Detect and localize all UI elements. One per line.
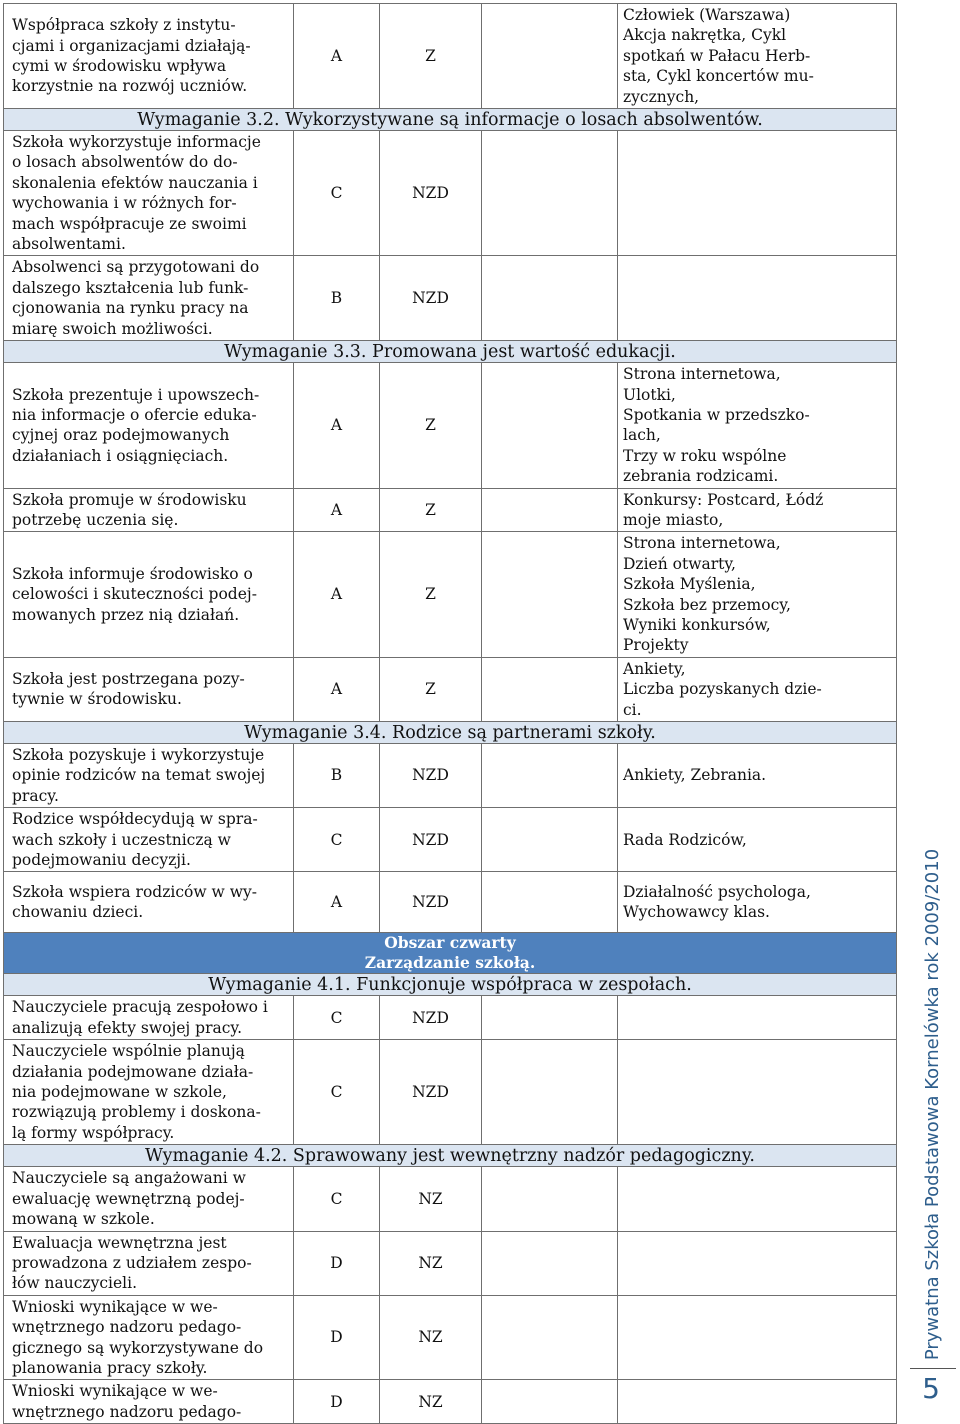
requirement-row	[4, 722, 897, 744]
criterion-description-text: Nauczyciele wspólnie planują działania podejmowane działa- nia podejmowane w szkole, rozwiązują problemy i doskona- lą formy współpracy.	[12, 1042, 261, 1142]
criterion-status-text: Z	[425, 500, 436, 519]
area-header	[4, 933, 897, 974]
criterion-evidence	[618, 1167, 897, 1231]
criterion-level-text: D	[330, 1328, 343, 1347]
criterion-evidence-text: Ankiety, Zebrania.	[623, 766, 767, 785]
criterion-level-text: A	[330, 680, 343, 699]
criterion-evidence-text: Strona internetowa, Ulotki, Spotkania w przedszko- lach, Trzy w roku wspólne zebrania rodzicami.	[623, 365, 810, 486]
blank-cell	[482, 1167, 618, 1231]
area-title: Obszar czwarty	[384, 933, 516, 953]
requirement-row	[4, 974, 897, 996]
criterion-level-text: C	[330, 1008, 343, 1027]
requirement-heading: Wymaganie 3.4. Rodzice są partnerami szkoły.	[4, 722, 897, 744]
criterion-description-text: Wnioski wynikające w we- wnętrznego nadzoru pedago-	[12, 1382, 242, 1421]
criterion-description	[4, 657, 294, 721]
criterion-level	[294, 1231, 380, 1295]
requirement-row	[4, 341, 897, 363]
blank-cell	[482, 4, 618, 109]
criterion-description	[4, 1231, 294, 1295]
criterion-status	[380, 1380, 482, 1424]
blank-cell	[482, 996, 618, 1040]
criterion-level-text: C	[330, 1189, 343, 1208]
criterion-description	[4, 1040, 294, 1145]
criterion-status	[380, 1040, 482, 1145]
criterion-status	[380, 363, 482, 488]
criterion-description-text: Rodzice współdecydują w spra- wach szkoły i uczestniczą w podejmowaniu decyzji.	[12, 810, 258, 870]
criterion-status-text: NZ	[418, 1253, 443, 1272]
criterion-level	[294, 808, 380, 872]
criterion-status	[380, 4, 482, 109]
blank-cell	[482, 744, 618, 808]
criterion-level-text: C	[330, 830, 343, 849]
area-header-row	[4, 933, 897, 974]
criterion-status	[380, 744, 482, 808]
criterion-status-text: NZD	[412, 289, 449, 308]
criterion-status	[380, 488, 482, 532]
blank-cell	[482, 872, 618, 933]
criterion-level-text: C	[330, 1083, 343, 1102]
table-body	[4, 4, 897, 1424]
requirement-row	[4, 109, 897, 131]
criterion-status-text: Z	[425, 416, 436, 435]
criterion-row	[4, 808, 897, 872]
criterion-level	[294, 1040, 380, 1145]
school-name-vertical	[915, 845, 951, 1363]
criterion-row	[4, 256, 897, 341]
criterion-description	[4, 131, 294, 256]
criterion-status	[380, 996, 482, 1040]
criterion-level	[294, 657, 380, 721]
criterion-description-text: Szkoła wspiera rodziców w wy- chowaniu dzieci.	[12, 883, 258, 922]
criterion-status-text: NZ	[418, 1328, 443, 1347]
criterion-level	[294, 1380, 380, 1424]
criterion-level	[294, 532, 380, 657]
criterion-evidence	[618, 1040, 897, 1145]
criterion-evidence	[618, 363, 897, 488]
criterion-status-text: NZD	[412, 893, 449, 912]
criterion-evidence	[618, 1380, 897, 1424]
criterion-status	[380, 1231, 482, 1295]
criterion-status-text: NZD	[412, 830, 449, 849]
criterion-row	[4, 532, 897, 657]
requirement-heading: Wymaganie 4.2. Sprawowany jest wewnętrzny nadzór pedagogiczny.	[4, 1145, 897, 1167]
criterion-description	[4, 532, 294, 657]
criterion-evidence-text: Działalność psychologa, Wychowawcy klas.	[623, 883, 811, 922]
requirement-heading: Wymaganie 3.2. Wykorzystywane są informacje o losach absolwentów.	[4, 109, 897, 131]
criterion-description-text: Szkoła prezentuje i upowszech- nia informacje o ofercie eduka- cyjnej oraz podejmowanych działaniach i osiągnięciach.	[12, 385, 260, 465]
page-number: 5	[922, 1372, 940, 1405]
criterion-description-text: Współpraca szkoły z instytu- cjami i organizacjami działają- cymi w środowisku wpływa korzystnie na rozwój uczniów.	[12, 16, 251, 96]
blank-cell	[482, 657, 618, 721]
criterion-row	[4, 1295, 897, 1380]
criterion-description	[4, 996, 294, 1040]
footer-divider	[910, 1368, 956, 1369]
criterion-level	[294, 872, 380, 933]
criterion-evidence	[618, 131, 897, 256]
criterion-row	[4, 363, 897, 488]
criterion-evidence	[618, 996, 897, 1040]
school-name-text: Prywatna Szkoła Podstawowa Kornelówka rok 2009/2010	[922, 848, 944, 1360]
criterion-evidence	[618, 872, 897, 933]
criterion-description-text: Szkoła informuje środowisko o celowości i skuteczności podej- mowanych przez nią działań.	[12, 564, 257, 624]
criterion-row	[4, 1231, 897, 1295]
criterion-status	[380, 1295, 482, 1380]
criterion-status-text: NZD	[412, 1008, 449, 1027]
criterion-description	[4, 256, 294, 341]
criterion-status-text: Z	[425, 680, 436, 699]
blank-cell	[482, 131, 618, 256]
criterion-status-text: NZ	[418, 1392, 443, 1411]
blank-cell	[482, 488, 618, 532]
criterion-evidence-text: Ankiety, Liczba pozyskanych dzie- ci.	[623, 659, 822, 719]
criterion-row	[4, 744, 897, 808]
criterion-evidence-text: Rada Rodziców,	[623, 830, 747, 849]
blank-cell	[482, 1380, 618, 1424]
criterion-description-text: Nauczyciele są angażowani w ewaluację wewnętrzną podej- mowaną w szkole.	[12, 1169, 246, 1229]
criterion-evidence	[618, 744, 897, 808]
criterion-description	[4, 488, 294, 532]
criterion-evidence	[618, 1295, 897, 1380]
requirement-row	[4, 1145, 897, 1167]
criterion-description	[4, 1380, 294, 1424]
criterion-row	[4, 1380, 897, 1424]
criterion-level-text: D	[330, 1253, 343, 1272]
criterion-evidence-text: Strona internetowa, Dzień otwarty, Szkoła Myślenia, Szkoła bez przemocy, Wyniki konkursów, Projekty	[623, 534, 791, 655]
criterion-row	[4, 996, 897, 1040]
criterion-description	[4, 363, 294, 488]
criterion-description	[4, 4, 294, 109]
criterion-description-text: Szkoła wykorzystuje informacje o losach absolwentów do do- skonalenia efektów nauczania i wychowania i w różnych for- mach współpracuje ze swoimi absolwentami.	[12, 133, 261, 254]
criterion-evidence-text: Konkursy: Postcard, Łódź moje miasto,	[623, 490, 824, 529]
criterion-description-text: Ewaluacja wewnętrzna jest prowadzona z udziałem zespo- łów nauczycieli.	[12, 1233, 252, 1293]
criterion-level-text: A	[330, 500, 343, 519]
criterion-level-text: A	[330, 893, 343, 912]
criterion-level-text: B	[330, 766, 343, 785]
criterion-status-text: NZD	[412, 184, 449, 203]
criterion-row	[4, 488, 897, 532]
blank-cell	[482, 1231, 618, 1295]
criterion-level	[294, 131, 380, 256]
criterion-level-text: A	[330, 585, 343, 604]
criterion-row	[4, 1040, 897, 1145]
blank-cell	[482, 256, 618, 341]
criterion-level-text: B	[330, 289, 343, 308]
criterion-status	[380, 131, 482, 256]
area-subtitle: Zarządzanie szkołą.	[364, 953, 536, 973]
criterion-status	[380, 532, 482, 657]
criterion-status	[380, 256, 482, 341]
criterion-level	[294, 744, 380, 808]
criterion-status	[380, 657, 482, 721]
criterion-level-text: A	[330, 46, 343, 65]
criterion-evidence	[618, 256, 897, 341]
criterion-description	[4, 1167, 294, 1231]
criterion-description-text: Absolwenci są przygotowani do dalszego kształcenia lub funk- cjonowania na rynku pracy na miarę swoich możliwości.	[12, 258, 260, 338]
criterion-description	[4, 1295, 294, 1380]
criterion-status	[380, 808, 482, 872]
criterion-description	[4, 872, 294, 933]
criterion-evidence-text: Człowiek (Warszawa) Akcja nakrętka, Cykl spotkań w Pałacu Herb- sta, Cykl koncertów mu- zycznych,	[623, 6, 814, 106]
blank-cell	[482, 532, 618, 657]
criterion-evidence	[618, 657, 897, 721]
criterion-description-text: Szkoła pozyskuje i wykorzystuje opinie rodziców na temat swojej pracy.	[12, 746, 266, 805]
criterion-status	[380, 1167, 482, 1231]
requirement-heading: Wymaganie 3.3. Promowana jest wartość edukacji.	[4, 341, 897, 363]
criterion-level	[294, 363, 380, 488]
criterion-evidence	[618, 4, 897, 109]
criterion-row	[4, 657, 897, 721]
criterion-description-text: Szkoła jest postrzegana pozy- tywnie w środowisku.	[12, 669, 245, 709]
criterion-row	[4, 131, 897, 256]
requirement-heading: Wymaganie 4.1. Funkcjonuje współpraca w zespołach.	[4, 974, 897, 996]
criterion-level-text: C	[330, 184, 343, 203]
criterion-description-text: Szkoła promuje w środowisku potrzebę uczenia się.	[12, 490, 247, 529]
blank-cell	[482, 1040, 618, 1145]
criterion-description	[4, 808, 294, 872]
criterion-status	[380, 872, 482, 933]
criterion-level	[294, 4, 380, 109]
blank-cell	[482, 1295, 618, 1380]
criterion-row	[4, 1167, 897, 1231]
criterion-level	[294, 1167, 380, 1231]
criterion-level-text: D	[330, 1392, 343, 1411]
criterion-status-text: Z	[425, 585, 436, 604]
criterion-description-text: Nauczyciele pracują zespołowo i analizują efekty swojej pracy.	[12, 998, 268, 1037]
blank-cell	[482, 808, 618, 872]
criterion-level	[294, 1295, 380, 1380]
criterion-evidence	[618, 532, 897, 657]
criterion-level	[294, 996, 380, 1040]
criterion-row	[4, 4, 897, 109]
criterion-status-text: NZD	[412, 1083, 449, 1102]
criterion-level	[294, 488, 380, 532]
criterion-level	[294, 256, 380, 341]
criterion-status-text: NZ	[418, 1189, 443, 1208]
criterion-status-text: NZD	[412, 766, 449, 785]
criterion-evidence	[618, 488, 897, 532]
blank-cell	[482, 363, 618, 488]
evaluation-table	[3, 3, 897, 1424]
criterion-evidence	[618, 808, 897, 872]
criterion-status-text: Z	[425, 46, 436, 65]
criterion-row	[4, 872, 897, 933]
criterion-level-text: A	[330, 416, 343, 435]
criterion-evidence	[618, 1231, 897, 1295]
criterion-description	[4, 744, 294, 808]
criterion-description-text: Wnioski wynikające w we- wnętrznego nadzoru pedago- gicznego są wykorzystywane do planowania pracy szkoły.	[12, 1297, 264, 1377]
